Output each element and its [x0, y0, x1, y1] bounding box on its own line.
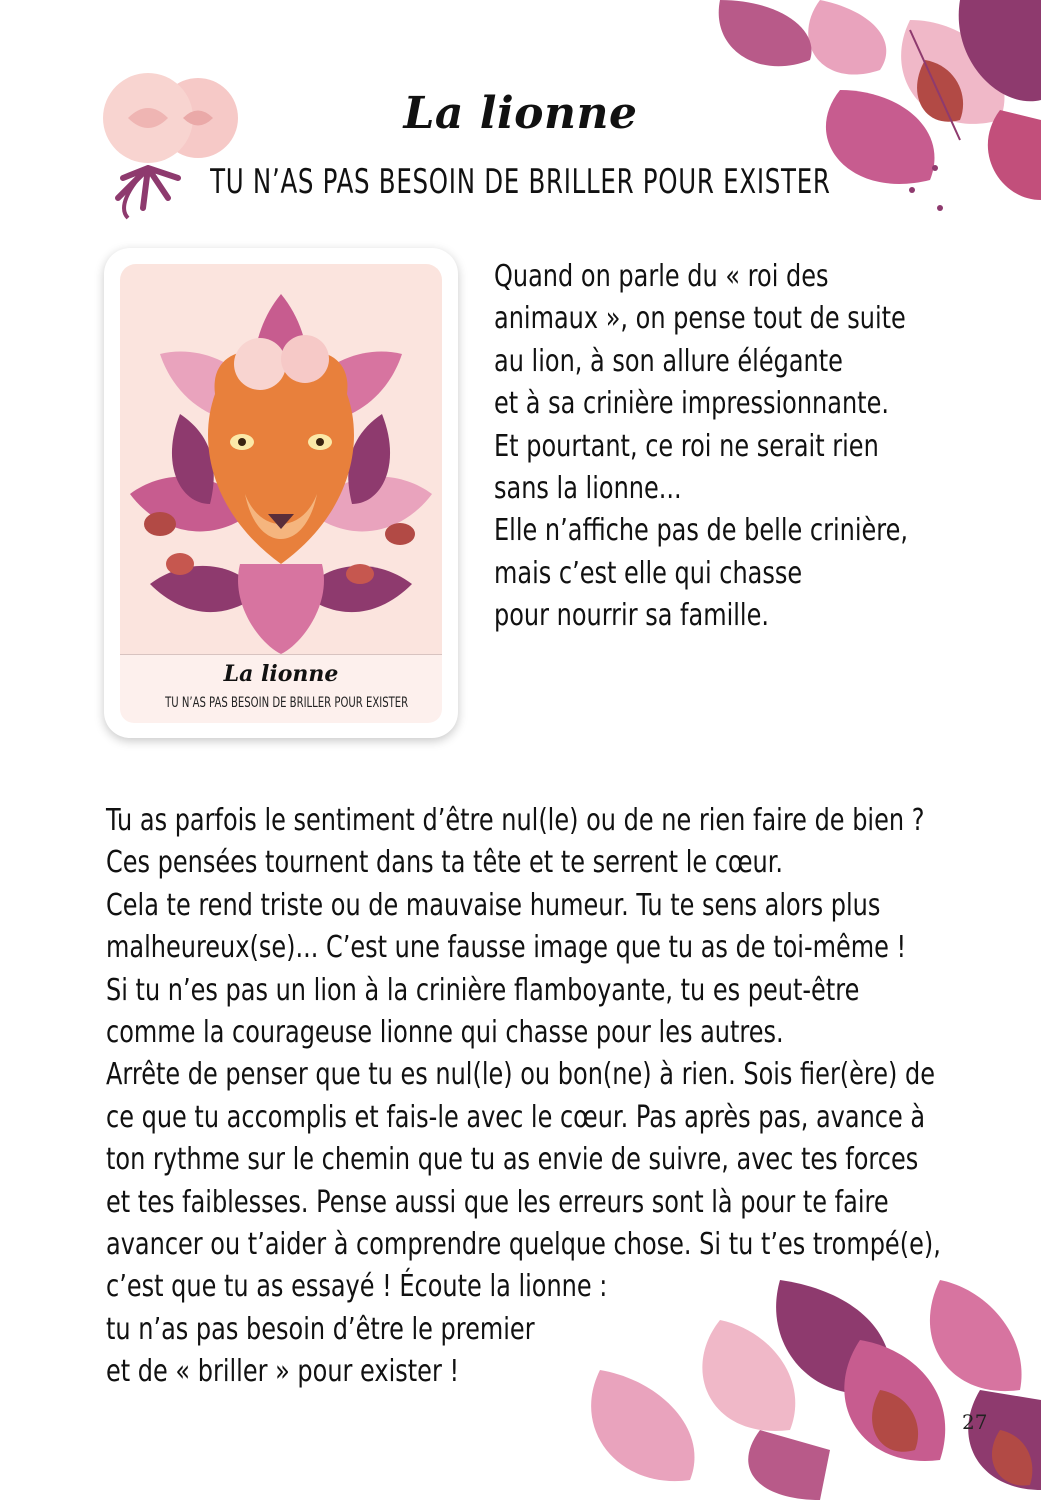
- text-line: ce que tu accomplis et fais-le avec le cœur. Pas après pas, avance à: [106, 1099, 926, 1135]
- text-line: sans la lionne...: [494, 471, 682, 507]
- text-line: et de « briller » pour exister !: [106, 1354, 460, 1390]
- page-title: La lionne: [403, 88, 638, 139]
- text-line: et tes faiblesses. Pense aussi que les erreurs sont là pour te faire: [106, 1184, 889, 1220]
- text-line: ton rythme sur le chemin que tu as envie de suivre, avec tes forces: [106, 1142, 919, 1178]
- text-line: Ces pensées tournent dans ta tête et te serrent le cœur.: [106, 845, 784, 881]
- text-line: Quand on parle du « roi des: [494, 259, 829, 294]
- page-number: 27: [962, 1410, 988, 1434]
- text-line: tu n’as pas besoin d’être le premier: [106, 1311, 535, 1347]
- body-paragraph: [106, 800, 946, 1394]
- text-line: Et pourtant, ce roi ne serait rien: [494, 428, 879, 464]
- card-title: La lionne: [223, 661, 339, 687]
- text-line: au lion, à son allure élégante: [494, 343, 843, 379]
- text-line: Arrête de penser que tu es nul(le) ou bon(ne) à rien. Sois fier(ère) de: [106, 1057, 936, 1093]
- text-line: Elle n’affiche pas de belle crinière,: [494, 513, 908, 549]
- card-illustration: [120, 264, 442, 668]
- text-line: comme la courageuse lionne qui chasse pour les autres.: [106, 1015, 784, 1051]
- text-line: Cela te rend triste ou de mauvaise humeur. Tu te sens alors plus: [106, 887, 881, 923]
- lioness-icon: [120, 264, 442, 668]
- text-line: animaux », on pense tout de suite: [494, 301, 906, 337]
- card-footer: [120, 654, 442, 723]
- text-line: c’est que tu as essayé ! Écoute la lionne :: [106, 1269, 608, 1305]
- text-line: Tu as parfois le sentiment d’être nul(le) ou de ne rien faire de bien ?: [106, 803, 925, 838]
- text-line: malheureux(se)... C’est une fausse image que tu as de toi-même !: [106, 930, 907, 966]
- card-subtitle: TU N’AS PAS BESOIN DE BRILLER POUR EXISTER: [165, 695, 409, 711]
- lioness-card: [104, 248, 458, 738]
- text-line: avancer ou t’aider à comprendre quelque chose. Si tu t’es trompé(e),: [106, 1227, 941, 1263]
- intro-paragraph: [494, 256, 942, 638]
- text-line: et à sa crinière impressionnante.: [494, 386, 889, 422]
- text-line: mais c’est elle qui chasse: [494, 555, 803, 591]
- text-line: pour nourrir sa famille.: [494, 598, 769, 634]
- text-line: Si tu n’es pas un lion à la crinière flamboyante, tu es peut-être: [106, 972, 860, 1008]
- page-subtitle: TU N’AS PAS BESOIN DE BRILLER POUR EXISTER: [210, 162, 831, 202]
